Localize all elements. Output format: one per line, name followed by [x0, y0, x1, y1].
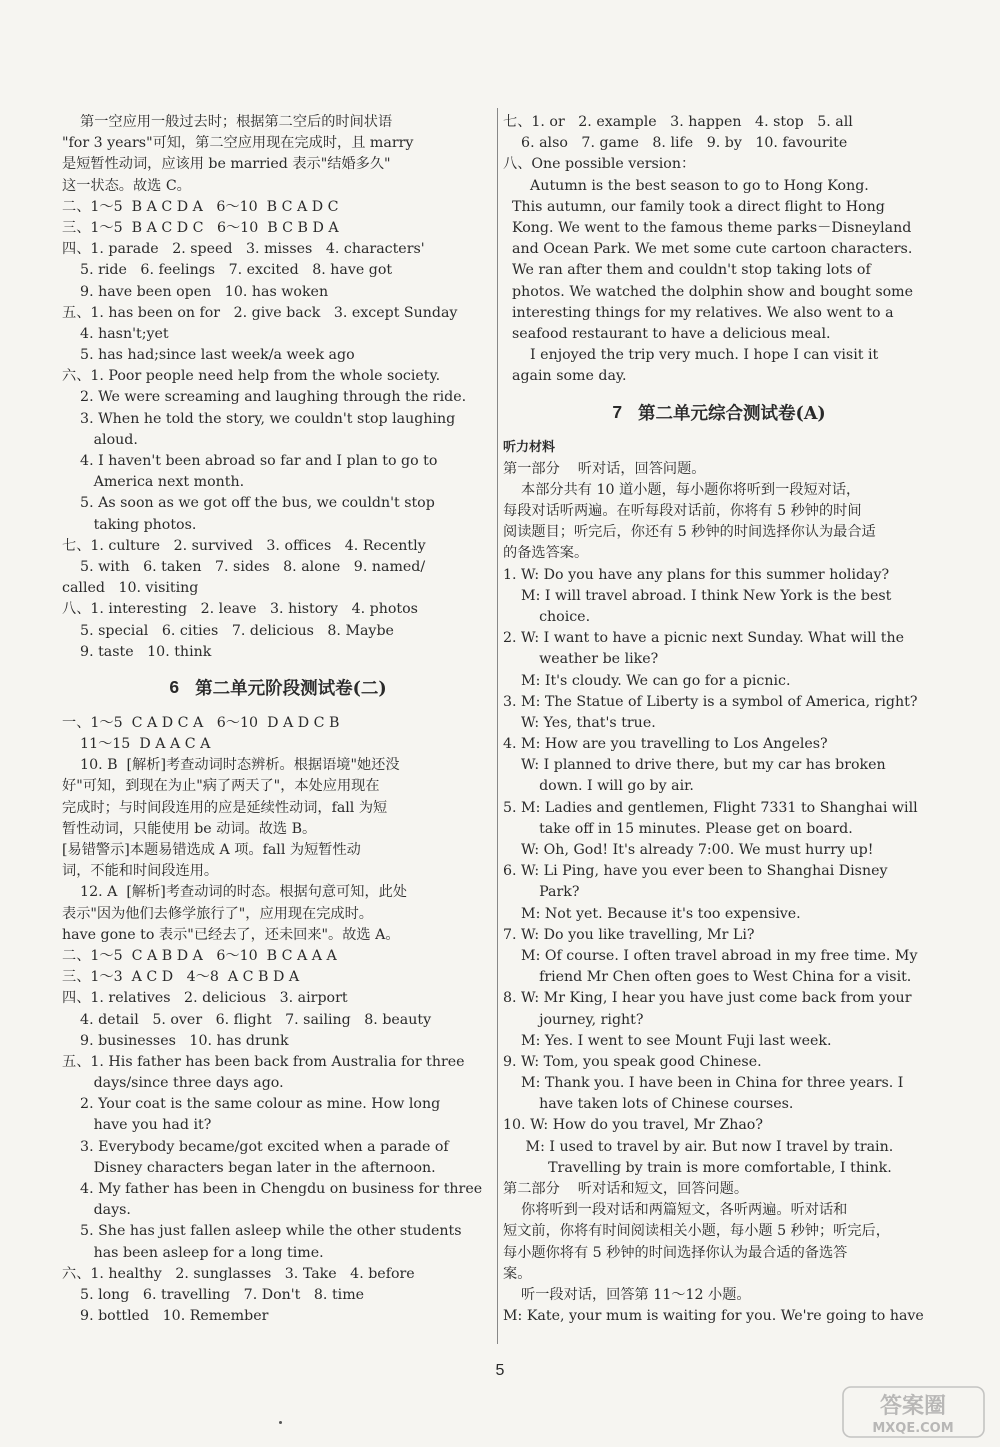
text-line: 5. As soon as we got off the bus, we couldn't stop: [62, 495, 435, 512]
text-line: 4. M: How are you travelling to Los Angeles?: [503, 736, 828, 753]
text-line: 第一部分 听对话，回答问题。: [503, 460, 706, 477]
text-line: seafood restaurant to have a delicious meal.: [503, 325, 831, 342]
text-line: 8. W: Mr King, I hear you have just come back from your: [503, 990, 912, 1007]
text-line: 4. hasn't;yet: [62, 325, 169, 342]
text-line: 9. W: Tom, you speak good Chinese.: [503, 1053, 762, 1070]
text-line: M: Yes. I went to see Mount Fuji last week.: [503, 1032, 832, 1049]
text-line: 11～15 D A A C A: [62, 736, 211, 753]
text-line: 六、1. healthy 2. sunglasses 3. Take 4. before: [62, 1265, 415, 1282]
text-line: 短文前，你将有时间阅读相关小题，每小题 5 秒钟；听完后，: [503, 1223, 890, 1240]
text-line: 一、1～5 C A D C A 6～10 D A D C B: [62, 714, 340, 731]
text-line: interesting things for my relatives. We also went to a: [503, 304, 894, 321]
text-line: 完成时；与时间段连用的应是延续性动词，fall 为短: [62, 799, 388, 816]
text-line: W: Yes, that's true.: [503, 714, 656, 731]
text-line: 二、1～5 B A C D A 6～10 B C A D C: [62, 198, 339, 215]
text-line: 3. M: The Statue of Liberty is a symbol of America, right?: [503, 693, 918, 710]
text-line: I enjoyed the trip very much. I hope I can visit it: [503, 347, 879, 364]
text-line: 10. B [解析]考查动词时态辨析。根据语境"她还没: [62, 757, 400, 774]
text-line: 9. bottled 10. Remember: [62, 1308, 269, 1325]
text-line: taking photos.: [62, 516, 197, 533]
text-line: 5. She has just fallen asleep while the other students: [62, 1223, 462, 1240]
text-line: M: Thank you. I have been in China for three years. I: [503, 1075, 904, 1092]
text-line: 4. My father has been in Chengdu on business for three: [62, 1181, 483, 1197]
text-line: 八、One possible version：: [503, 156, 696, 173]
text-line: 阅读题目；听完后，你还有 5 秒钟的时间选择你认为最合适: [503, 524, 876, 541]
text-line: 6. W: Li Ping, have you ever been to Shanghai Disney: [503, 863, 888, 880]
text-line: 四、1. relatives 2. delicious 3. airport: [62, 990, 348, 1007]
text-line: has been asleep for a long time.: [62, 1244, 324, 1261]
text-line: 3. Everybody became/got excited when a parade of: [62, 1138, 449, 1155]
text-line: 本部分共有 10 道小题，每小题你将听到一段短对话，: [503, 481, 861, 498]
text-line: choice.: [503, 608, 591, 625]
text-line: M: I used to travel by air. But now I travel by train.: [503, 1138, 894, 1155]
text-line: M: It's cloudy. We can go for a picnic.: [503, 672, 791, 689]
text-line: 二、1～5 C A B D A 6～10 B C A A A: [62, 947, 337, 964]
text-line: 五、1. His father has been back from Australia for three: [62, 1053, 465, 1070]
text-line: called 10. visiting: [62, 580, 199, 597]
section-number: 7: [612, 401, 623, 422]
right-column: [503, 112, 935, 1327]
text-line: 每段对话听两遍。在听每段对话前，你将有 5 秒钟的时间: [503, 503, 862, 519]
text-line: 听一段对话，回答第 11～12 小题。: [503, 1286, 751, 1303]
text-line: 七、1. culture 2. survived 3. offices 4. Recently: [62, 537, 426, 554]
text-line: aloud.: [62, 431, 138, 448]
text-line: W: Oh, God! It's already 7:00. We must hurry up!: [503, 842, 874, 858]
text-line: 每小题你将有 5 秒钟的时间选择你认为最合适的备选答: [503, 1244, 848, 1261]
page-number: 5: [495, 1362, 505, 1379]
text-line: 五、1. has been on for 2. give back 3. except Sunday: [62, 304, 458, 321]
text-line: 5. with 6. taken 7. sides 8. alone 9. named/: [62, 558, 426, 575]
text-line: 第一空应用一般过去时；根据第二空后的时间状语: [62, 114, 393, 130]
text-line: 1. W: Do you have any plans for this summer holiday?: [503, 566, 890, 583]
text-line: Travelling by train is more comfortable, I think.: [503, 1159, 892, 1176]
text-line: M: Of course. I often travel abroad in my free time. My: [503, 947, 918, 964]
text-line: 你将听到一段对话和两篇短文，各听两遍。听对话和: [503, 1202, 848, 1219]
text-line: 6. also 7. game 8. life 9. by 10. favourite: [503, 135, 848, 152]
text-line: 5. M: Ladies and gentlemen, Flight 7331 to Shanghai will: [503, 799, 918, 816]
text-line: 12. A [解析]考查动词的时态。根据句意可知，此处: [62, 884, 408, 901]
left-column: [62, 112, 494, 1327]
text-line: 10. W: How do you travel, Mr Zhao?: [503, 1117, 763, 1134]
text-line: weather be like?: [503, 651, 659, 668]
text-line: down. I will go by air.: [503, 778, 694, 795]
text-line: 四、1. parade 2. speed 3. misses 4. characters': [62, 241, 425, 258]
text-line: 表示"因为他们去修学旅行了"，应用现在完成时。: [62, 905, 373, 922]
text-line: 这一状态。故选 C。: [62, 177, 191, 194]
text-line: 9. businesses 10. has drunk: [62, 1032, 289, 1049]
text-line: 六、1. Poor people need help from the whole society.: [62, 368, 441, 385]
text-line: 三、1～3 A C D 4～8 A C B D A: [62, 969, 300, 986]
text-line: days/since three days ago.: [62, 1075, 284, 1092]
text-line: W: I planned to drive there, but my car has broken: [503, 757, 886, 774]
text-line: Disney characters began later in the afternoon.: [62, 1159, 436, 1176]
text-line: 七、1. or 2. example 3. happen 4. stop 5. all: [503, 114, 853, 130]
text-line: 好"可知，到现在为止"病了两天了"，本处应用现在: [62, 778, 380, 795]
column-divider: [497, 108, 498, 1344]
text-line: 词，不能和时间段连用。: [62, 863, 219, 880]
text-line: 的备选答案。: [503, 545, 589, 562]
text-line: M: Kate, your mum is waiting for you. We're going to have: [503, 1308, 924, 1325]
text-line: Park?: [503, 884, 580, 901]
text-line: days.: [62, 1202, 131, 1219]
text-line: 是短暂性动词，应该用 be married 表示"结婚多久": [62, 156, 391, 173]
text-line: 5. ride 6. feelings 7. excited 8. have got: [62, 262, 393, 279]
decorative-dot: [279, 1421, 282, 1424]
text-line: Kong. We went to the famous theme parks－Disneyland: [503, 219, 912, 236]
section-title: [503, 387, 935, 437]
text-line: take off in 15 minutes. Please get on board.: [503, 820, 853, 837]
text-line: Autumn is the best season to go to Hong Kong.: [503, 177, 869, 194]
text-line: This autumn, our family took a direct flight to Hong: [503, 198, 885, 215]
text-line: have taken lots of Chinese courses.: [503, 1096, 794, 1113]
text-line: 2. Your coat is the same colour as mine. How long: [62, 1096, 441, 1113]
text-line: photos. We watched the dolphin show and bought some: [503, 283, 914, 300]
text-line: have you had it?: [62, 1117, 212, 1134]
text-line: 3. When he told the story, we couldn't stop laughing: [62, 410, 456, 427]
text-line: M: Not yet. Because it's too expensive.: [503, 905, 801, 922]
text-line: 听力材料: [503, 440, 556, 456]
text-line: and Ocean Park. We met some cute cartoon characters.: [503, 241, 913, 258]
text-line: We ran after them and couldn't stop taking lots of: [503, 262, 871, 279]
text-line: 7. W: Do you like travelling, Mr Li?: [503, 926, 755, 943]
text-line: 5. long 6. travelling 7. Don't 8. time: [62, 1286, 365, 1303]
text-line: 案。: [503, 1265, 532, 1282]
text-line: America next month.: [62, 474, 245, 491]
svg-text:答案圈: 答案圈: [879, 1394, 947, 1419]
text-line: 2. W: I want to have a picnic next Sunday. What will the: [503, 630, 905, 647]
text-line: friend Mr Chen often goes to West China for a visit.: [503, 969, 912, 986]
section-heading: 第二单元阶段测试卷(二): [195, 679, 387, 700]
text-line: again some day.: [503, 368, 627, 385]
text-line: 暂性动词，只能使用 be 动词。故选 B。: [62, 820, 317, 837]
text-line: 4. detail 5. over 6. flight 7. sailing 8. beauty: [62, 1011, 432, 1028]
text-line: journey, right?: [503, 1011, 644, 1028]
text-line: "for 3 years"可知，第二空应用现在完成时，且 marry: [62, 135, 414, 152]
text-line: M: I will travel abroad. I think New York is the best: [503, 587, 892, 604]
section-number: 6: [169, 677, 180, 698]
text-line: 9. have been open 10. has woken: [62, 283, 329, 300]
watermark-logo: [841, 1383, 986, 1441]
text-line: have gone to 表示"已经去了，还未回来"。故选 A。: [62, 926, 400, 943]
text-line: 4. I haven't been abroad so far and I plan to go to: [62, 453, 438, 469]
text-line: 第二部分 听对话和短文，回答问题。: [503, 1181, 749, 1197]
section-heading: 第二单元综合测试卷(A): [638, 403, 826, 424]
section-title: [62, 663, 494, 713]
text-line: [易错警示]本题易错选成 A 项。fall 为短暂性动: [62, 842, 361, 858]
text-line: 5. has had;since last week/a week ago: [62, 347, 355, 364]
text-line: 9. taste 10. think: [62, 643, 212, 660]
text-line: 2. We were screaming and laughing through the ride.: [62, 389, 467, 406]
text-line: 三、1～5 B A C D C 6～10 B C B D A: [62, 219, 339, 236]
text-line: 八、1. interesting 2. leave 3. history 4. photos: [62, 601, 418, 618]
text-line: 5. special 6. cities 7. delicious 8. Maybe: [62, 622, 394, 639]
svg-text:MXQE.COM: MXQE.COM: [872, 1421, 954, 1436]
